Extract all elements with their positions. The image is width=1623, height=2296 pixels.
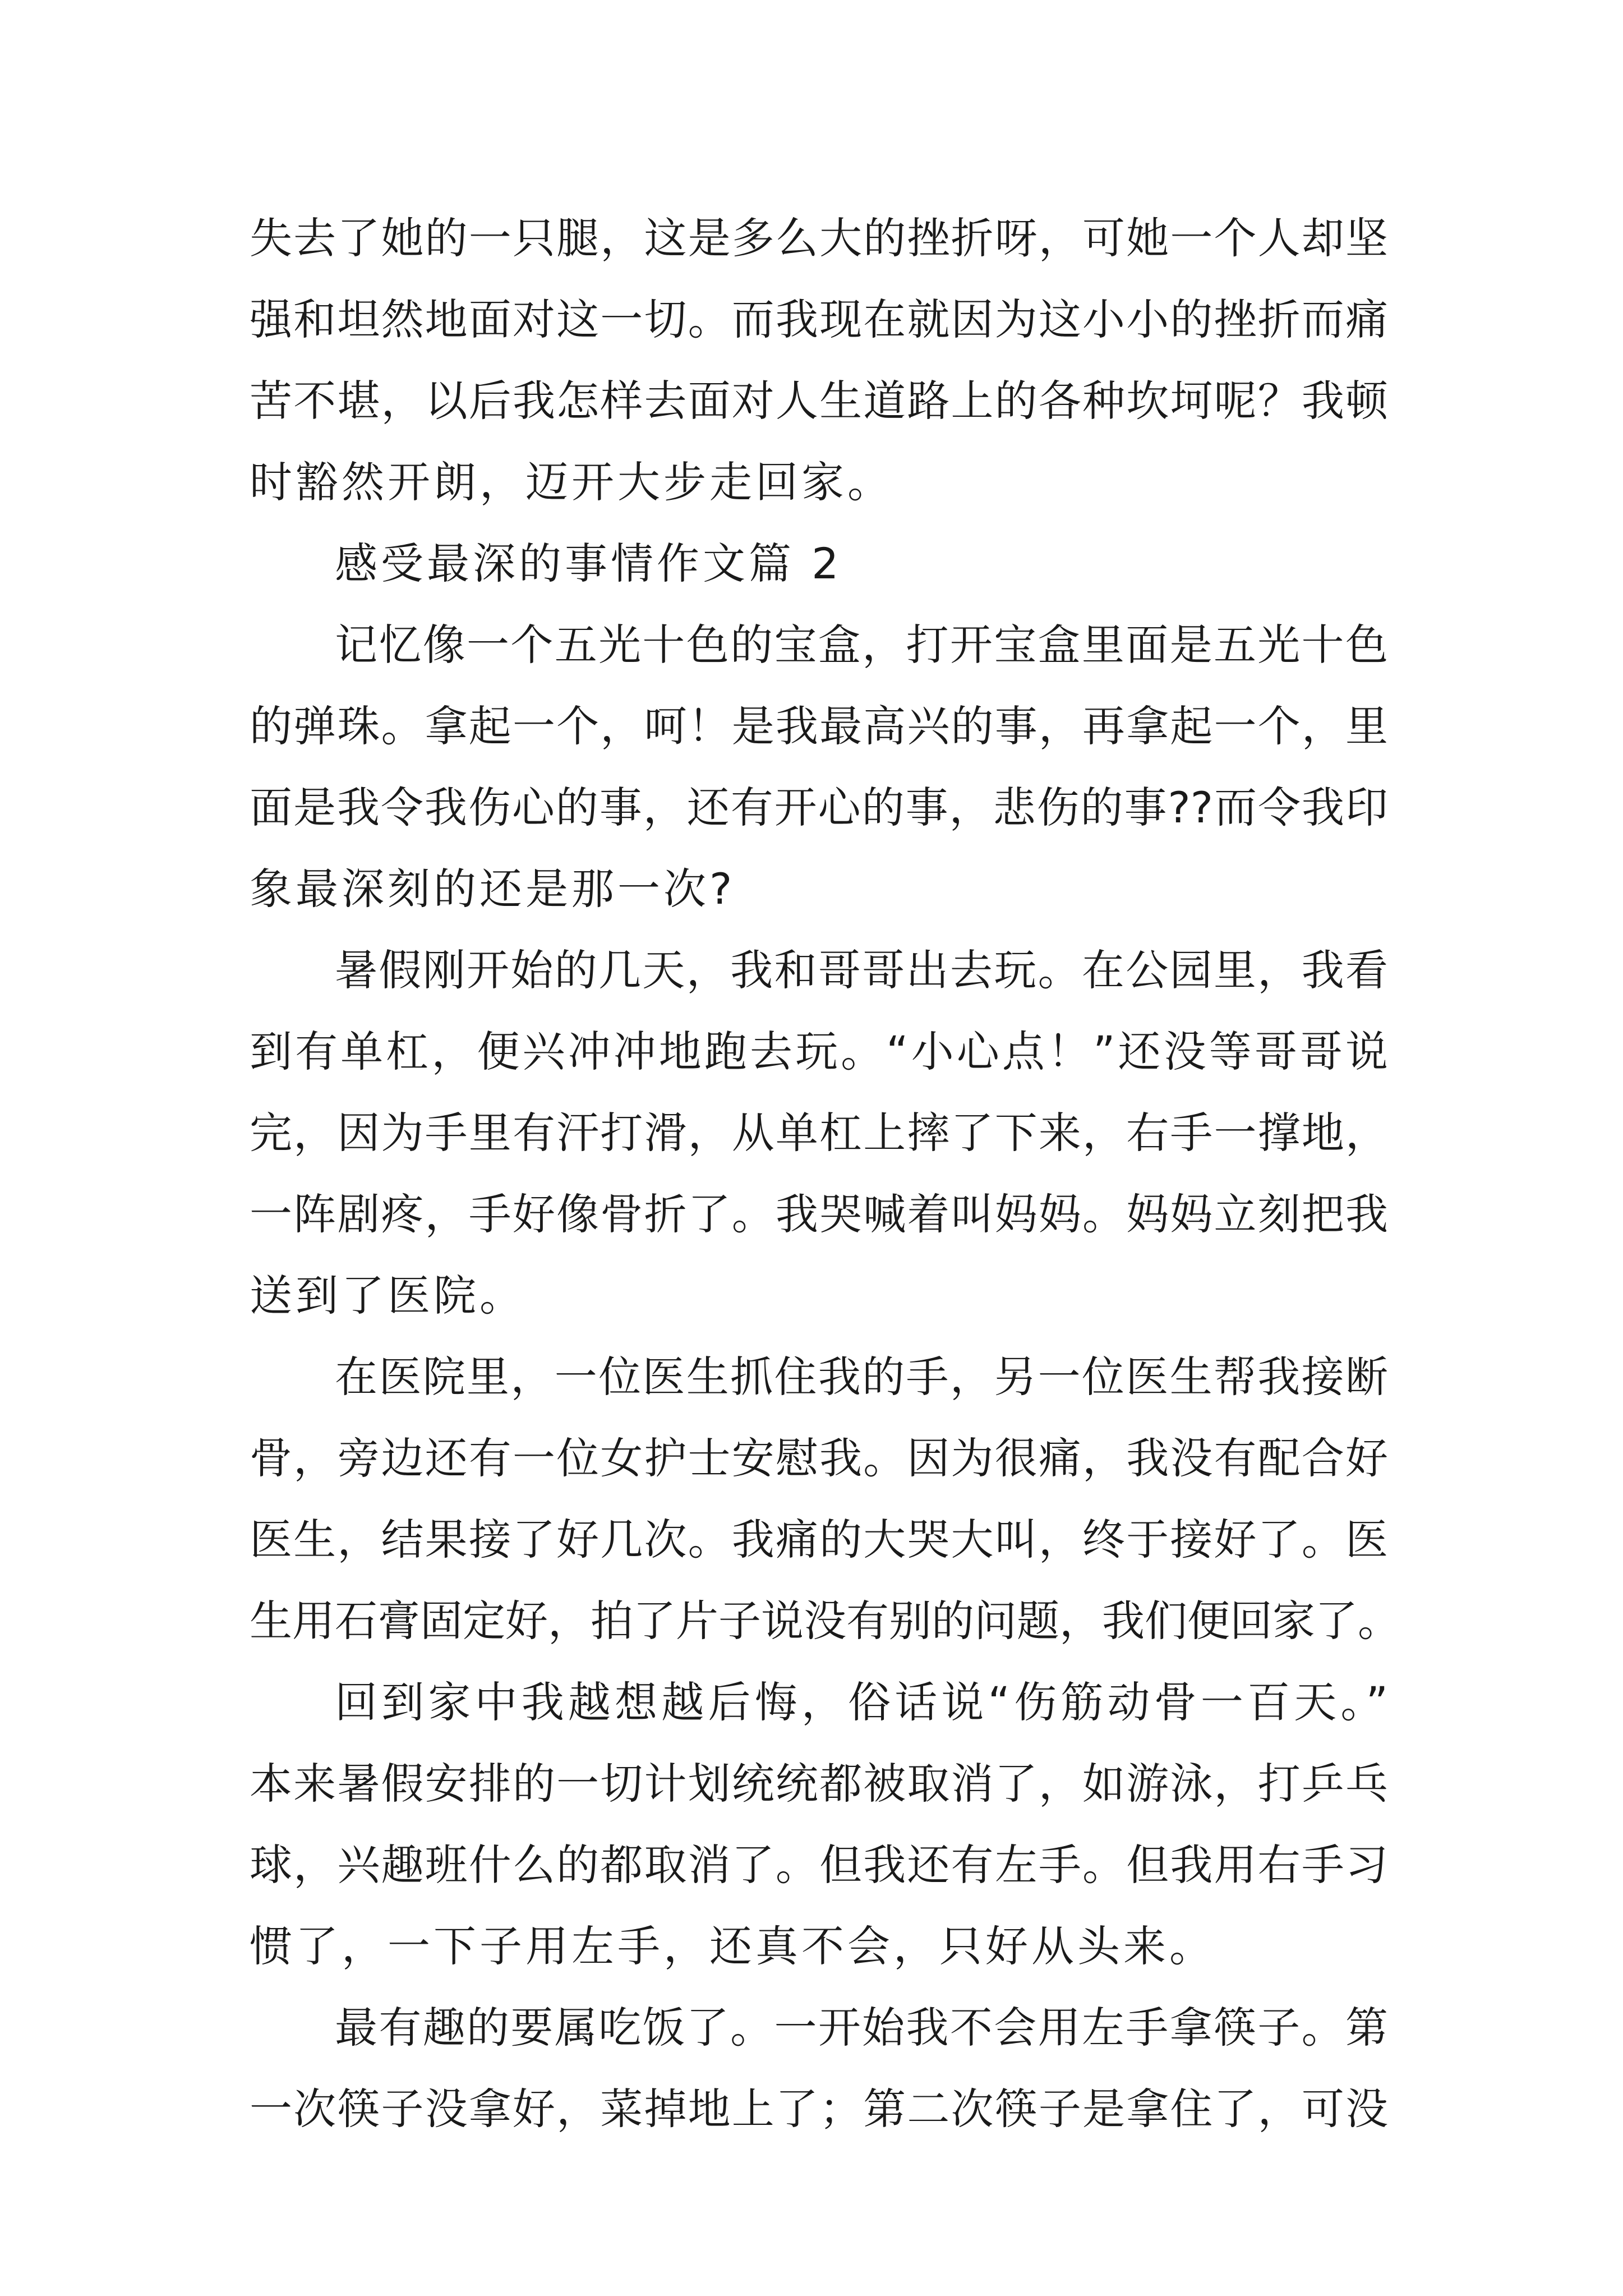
text-line: 时豁然开朗，迈开大步走回家。 [250,457,893,507]
section-heading: 感受最深的事情作文篇 2 [335,539,842,588]
text-line: 的弹珠。拿起一个，呵！是我最高兴的事，再拿起一个，里 [250,701,1388,751]
text-line: 一阵剧疼，手好像骨折了。我哭喊着叫妈妈。妈妈立刻把我 [250,1189,1388,1239]
text-line: 到有单杠，便兴冲冲地跑去玩。“小心点！”还没等哥哥说 [250,1027,1388,1076]
text-line: 一次筷子没拿好，菜掉地上了；第二次筷子是拿住了，可没 [250,2084,1388,2134]
text-line: 最有趣的要属吃饭了。一开始我不会用左手拿筷子。第 [335,2003,1388,2053]
text-line: 球，兴趣班什么的都取消了。但我还有左手。但我用右手习 [250,1840,1388,1890]
essay-body [250,197,1400,2150]
text-line: 骨，旁边还有一位女护士安慰我。因为很痛，我没有配合好 [250,1433,1388,1483]
text-line: 象最深刻的还是那一次? [250,864,736,914]
text-line: 强和坦然地面对这一切。而我现在就因为这小小的挫折而痛 [250,295,1388,344]
text-line: 送到了医院。 [250,1271,525,1320]
text-line: 生用石膏固定好，拍了片子说没有别的问题，我们便回家了。 [250,1596,1400,1646]
text-line: 惯了，一下子用左手，还真不会，只好从头来。 [250,1921,1215,1971]
text-line: 面是我令我伤心的事，还有开心的事，悲伤的事??而令我印 [250,783,1388,832]
text-line: 失去了她的一只腿，这是多么大的挫折呀，可她一个人却坚 [250,213,1388,263]
text-line: 暑假刚开始的几天，我和哥哥出去玩。在公园里，我看 [335,945,1388,995]
text-line: 医生，结果接了好几次。我痛的大哭大叫，终于接好了。医 [250,1515,1388,1565]
text-line: 苦不堪，以后我怎样去面对人生道路上的各种坎坷呢？我顿 [250,376,1388,426]
text-line: 回到家中我越想越后悔，俗话说“伤筋动骨一百天。” [335,1677,1388,1727]
text-line: 本来暑假安排的一切计划统统都被取消了，如游泳，打乒乓 [250,1759,1388,1809]
text-line: 完，因为手里有汗打滑，从单杠上摔了下来，右手一撑地， [250,1108,1388,1158]
text-line: 在医院里，一位医生抓住我的手，另一位医生帮我接断 [335,1352,1388,1402]
text-line: 记忆像一个五光十色的宝盒，打开宝盒里面是五光十色 [335,620,1388,670]
